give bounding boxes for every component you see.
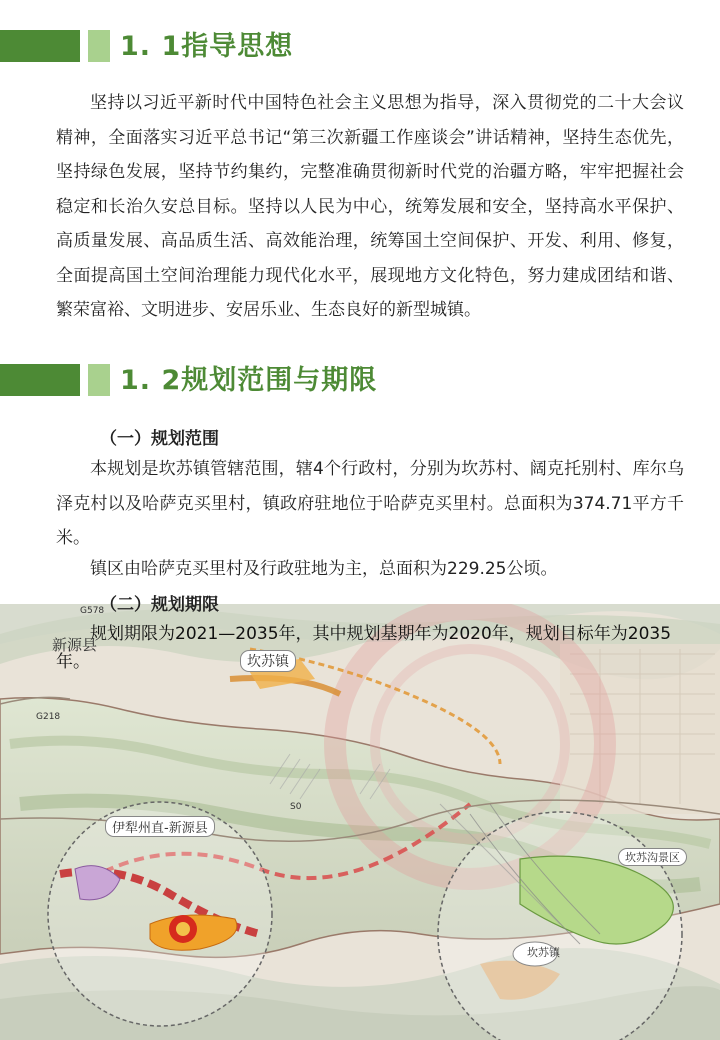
label-g218: G218 — [36, 712, 61, 722]
label-kansu-top: 坎苏镇 — [240, 650, 296, 672]
header-bar-light — [88, 30, 110, 62]
header-bar-light — [88, 364, 110, 396]
subheading-scope: （一）规划范围 — [100, 429, 219, 449]
label-xinyuan: 新源县 — [52, 636, 98, 654]
town-area-paragraph: 镇区由哈萨克买里村及行政驻地为主，总面积为229.25公顷。 — [90, 559, 558, 579]
label-g578: G578 — [80, 606, 105, 616]
label-kansu-center: 坎苏镇 — [527, 946, 560, 959]
section-title-2: 1. 2规划范围与期限 — [120, 365, 378, 396]
scope-paragraph: 本规划是坎苏镇管辖范围，辖4个行政村，分别为坎苏村、阔克托别村、库尔乌泽克村以及哈萨克买里村，镇政府驻地位于哈萨克买里村。总面积为374.71平方千米。 — [56, 459, 684, 548]
header-bar-dark — [0, 30, 80, 62]
header-bar-dark — [0, 364, 80, 396]
section-header-2 — [0, 356, 720, 396]
label-yili: 伊犁州直-新源县 — [105, 816, 215, 837]
section-title-1: 1. 1指导思想 — [120, 31, 294, 62]
section-header-1 — [0, 22, 720, 62]
location-map — [0, 604, 720, 1040]
period-paragraph: 规划期限为2021—2035年，其中规划基期年为2020年，规划目标年为2035年。 — [56, 624, 672, 672]
label-kansugou: 坎苏沟景区 — [618, 848, 687, 866]
guiding-thought-paragraph: 坚持以习近平新时代中国特色社会主义思想为指导，深入贯彻党的二十大会议精神，全面落实习近平总书记“第三次新疆工作座谈会”讲话精神，坚持生态优先，坚持绿色发展，坚持节约集约，完整准确贯彻新时代党的治疆方略，牢牢把握社会稳定和长治久安总目标。坚持以人民为中心，统筹发展和安全，坚持高水平保护、高质量发展、高品质生活、高效能治理，统筹国土空间保护、开发、利用、修复，全面提高国土空间治理能力现代化水平，展现地方文化特色，努力建成团结和谐、繁荣富裕、文明进步、安居乐业、生态良好的新型城镇。 — [56, 93, 684, 320]
label-s0: S0 — [290, 802, 302, 812]
subheading-period: （二）规划期限 — [100, 595, 219, 615]
